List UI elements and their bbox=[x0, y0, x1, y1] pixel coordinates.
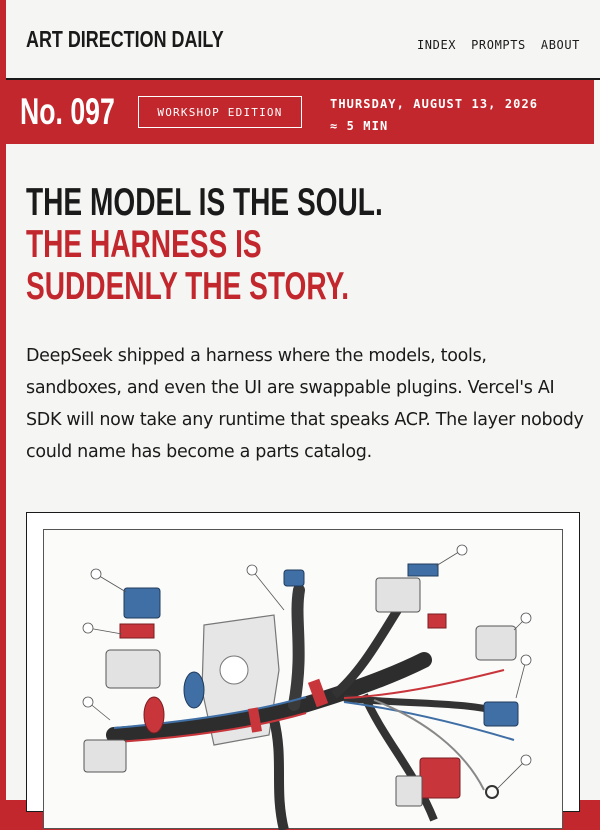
harness-branch-top bbox=[294, 590, 299, 705]
connector-blue-right bbox=[484, 702, 518, 726]
wire-harness-drawing bbox=[44, 530, 564, 830]
issue-meta bbox=[330, 93, 538, 137]
connector-grey-right bbox=[476, 626, 516, 660]
main-nav bbox=[417, 38, 580, 52]
connector-red-small bbox=[428, 614, 446, 628]
connector-red-clip bbox=[120, 624, 154, 638]
issue-date: THURSDAY, AUGUST 13, 2026 bbox=[330, 97, 539, 111]
bracket-hole bbox=[220, 656, 248, 684]
connector-red-bottom bbox=[420, 758, 460, 798]
article-headline bbox=[26, 182, 429, 308]
site-logo[interactable]: ART DIRECTION DAILY bbox=[26, 26, 224, 52]
article-lede: DeepSeek shipped a harness where the models, tools, sandboxes, and even the UI are swappable plugins. Vercel's AI SDK will now take any runtime that speaks ACP. The layer nobody could name has become a parts catalog. bbox=[26, 346, 584, 462]
headline-line-3: SUDDENLY THE STORY. bbox=[26, 265, 350, 308]
nav-about[interactable]: ABOUT bbox=[540, 38, 580, 52]
connector-blue-clip bbox=[408, 564, 438, 576]
connector-grey-bottom-left bbox=[84, 740, 126, 772]
hero-figure bbox=[26, 512, 580, 812]
nav-index[interactable]: INDEX bbox=[416, 38, 457, 52]
nav-prompts[interactable]: PROMPTS bbox=[471, 38, 526, 52]
grommet-blue bbox=[184, 672, 204, 708]
connector-blue-top bbox=[284, 570, 304, 586]
connector-blue-top-left bbox=[124, 588, 160, 618]
site-header bbox=[6, 0, 600, 80]
headline-line-1: THE MODEL IS THE SOUL. bbox=[26, 181, 383, 224]
connector-grey-top bbox=[376, 578, 420, 612]
issue-number: No. 097 bbox=[20, 91, 115, 132]
harness-branch-bottom bbox=[274, 720, 284, 830]
ring-terminal bbox=[486, 786, 498, 798]
grommet-red bbox=[144, 697, 164, 733]
headline-line-2: THE HARNESS IS bbox=[26, 223, 262, 266]
connector-grey-bottom bbox=[396, 776, 422, 806]
wire-harness-illustration bbox=[43, 529, 563, 829]
edition-badge: WORKSHOP EDITION bbox=[138, 96, 302, 128]
connector-grey-left bbox=[106, 650, 160, 688]
read-time: ≈ 5 MIN bbox=[330, 119, 389, 133]
issue-band bbox=[0, 80, 594, 144]
